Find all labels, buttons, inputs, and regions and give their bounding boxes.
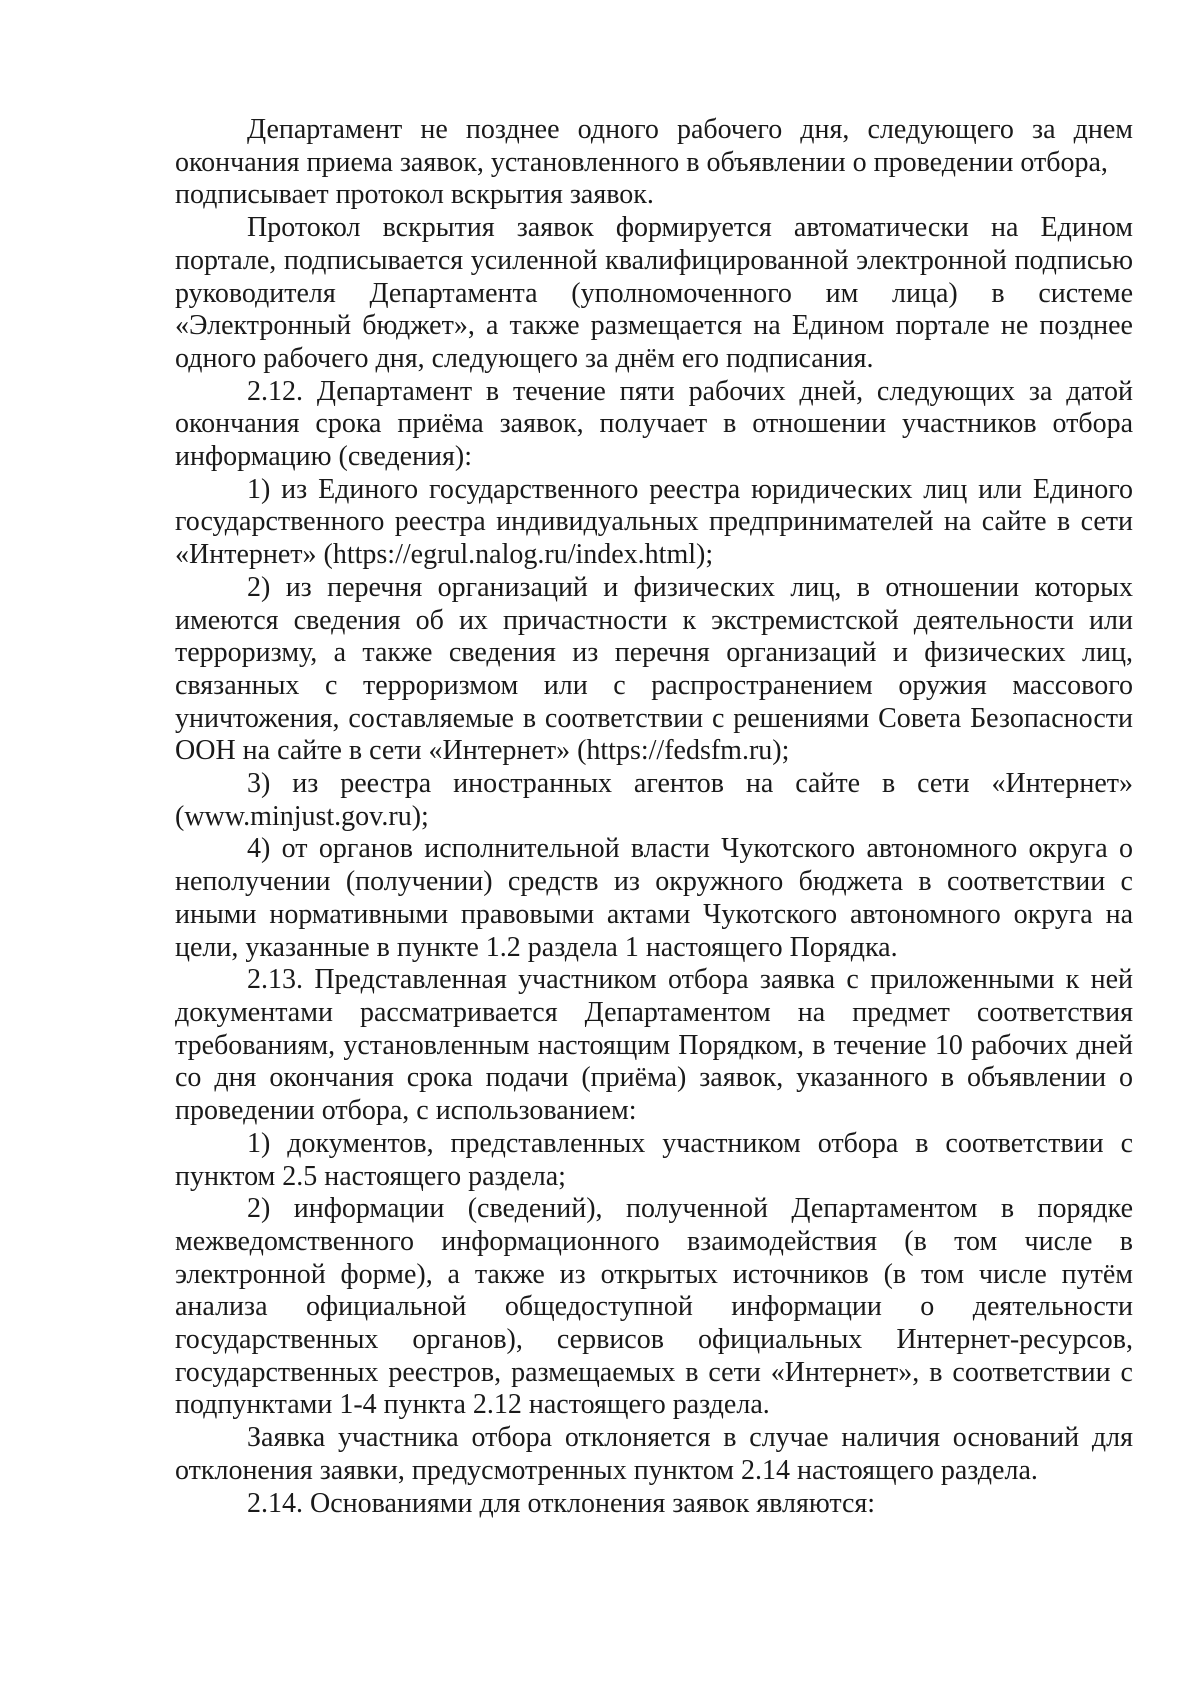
- paragraph-2-13-item-2: 2) информации (сведений), полученной Департаментом в порядке межведомственного информационного взаимодействия (в том числе в электронной форме), а также из открытых источников (в том числе путём анализа официальной общедоступной информации о деятельности государственных органов), сервисов официальных Интернет-ресурсов, государственных реестров, размещаемых в сети «Интернет», в соответствии с подпунктами 1-4 пункта 2.12 настоящего раздела.: [175, 1193, 1133, 1421]
- paragraph-2-12-item-1: 1) из Единого государственного реестра юридических лиц или Единого государственного реестра индивидуальных предпринимателей на сайте в сети «Интернет» (https://egrul.nalog.ru/index.html);: [175, 473, 1133, 571]
- paragraph-2-13-item-1: 1) документов, представленных участником отбора в соответствии с пунктом 2.5 настоящего раздела;: [175, 1127, 1133, 1192]
- paragraph-2-12-item-3: 3) из реестра иностранных агентов на сайте в сети «Интернет» (www.minjust.gov.ru);: [175, 768, 1133, 832]
- paragraph-application-rejection: Заявка участника отбора отклоняется в случае наличия оснований для отклонения заявки, предусмотренных пунктом 2.14 настоящего раздела.: [175, 1422, 1133, 1486]
- paragraph-section-2-13: 2.13. Представленная участником отбора заявка с приложенными к ней документами рассматривается Департаментом на предмет соответствия требованиям, установленным настоящим Порядком, в течение 10 рабочих дней со дня окончания срока подачи (приёма) заявок, указанного в объявлении о проведении отбора, с использованием:: [175, 964, 1133, 1127]
- paragraph-section-2-14: 2.14. Основаниями для отклонения заявок являются:: [247, 1487, 876, 1519]
- paragraph-protocol-formation: Протокол вскрытия заявок формируется автоматически на Едином портале, подписывается усиленной квалифицированной электронной подписью руководителя Департамента (уполномоченного им лица) в системе «Электронный бюджет», а также размещается на Едином портале не позднее одного рабочего дня, следующего за днём его подписания.: [175, 212, 1133, 374]
- paragraph-2-12-item-2: 2) из перечня организаций и физических лиц, в отношении которых имеются сведения об их причастности к экстремистской деятельности или терроризму, а также сведения из перечня организаций и физических лиц, связанных с терроризмом или с распространением оружия массового уничтожения, составляемые в соответствии с решениями Совета Безопасности ООН на сайте в сети «Интернет» (https://fedsfm.ru);: [175, 571, 1133, 767]
- paragraph-2-12-item-4: 4) от органов исполнительной власти Чукотского автономного округа о неполучении (получении) средств из окружного бюджета в соответствии с иными нормативными правовыми актами Чукотского автономного округа на цели, указанные в пункте 1.2 раздела 1 настоящего Порядка.: [175, 833, 1133, 963]
- paragraph-section-2-12: 2.12. Департамент в течение пяти рабочих дней, следующих за датой окончания срока приёма заявок, получает в отношении участников отбора информацию (сведения):: [175, 375, 1133, 473]
- paragraph-signs-protocol: подписывает протокол вскрытия заявок.: [175, 179, 654, 211]
- paragraph-protocol-opening-deadline: Департамент не позднее одного рабочего дня, следующего за днем окончания приема заявок, установленного в объявлении о проведении отбора,: [175, 114, 1133, 178]
- document-body: [175, 114, 1133, 1520]
